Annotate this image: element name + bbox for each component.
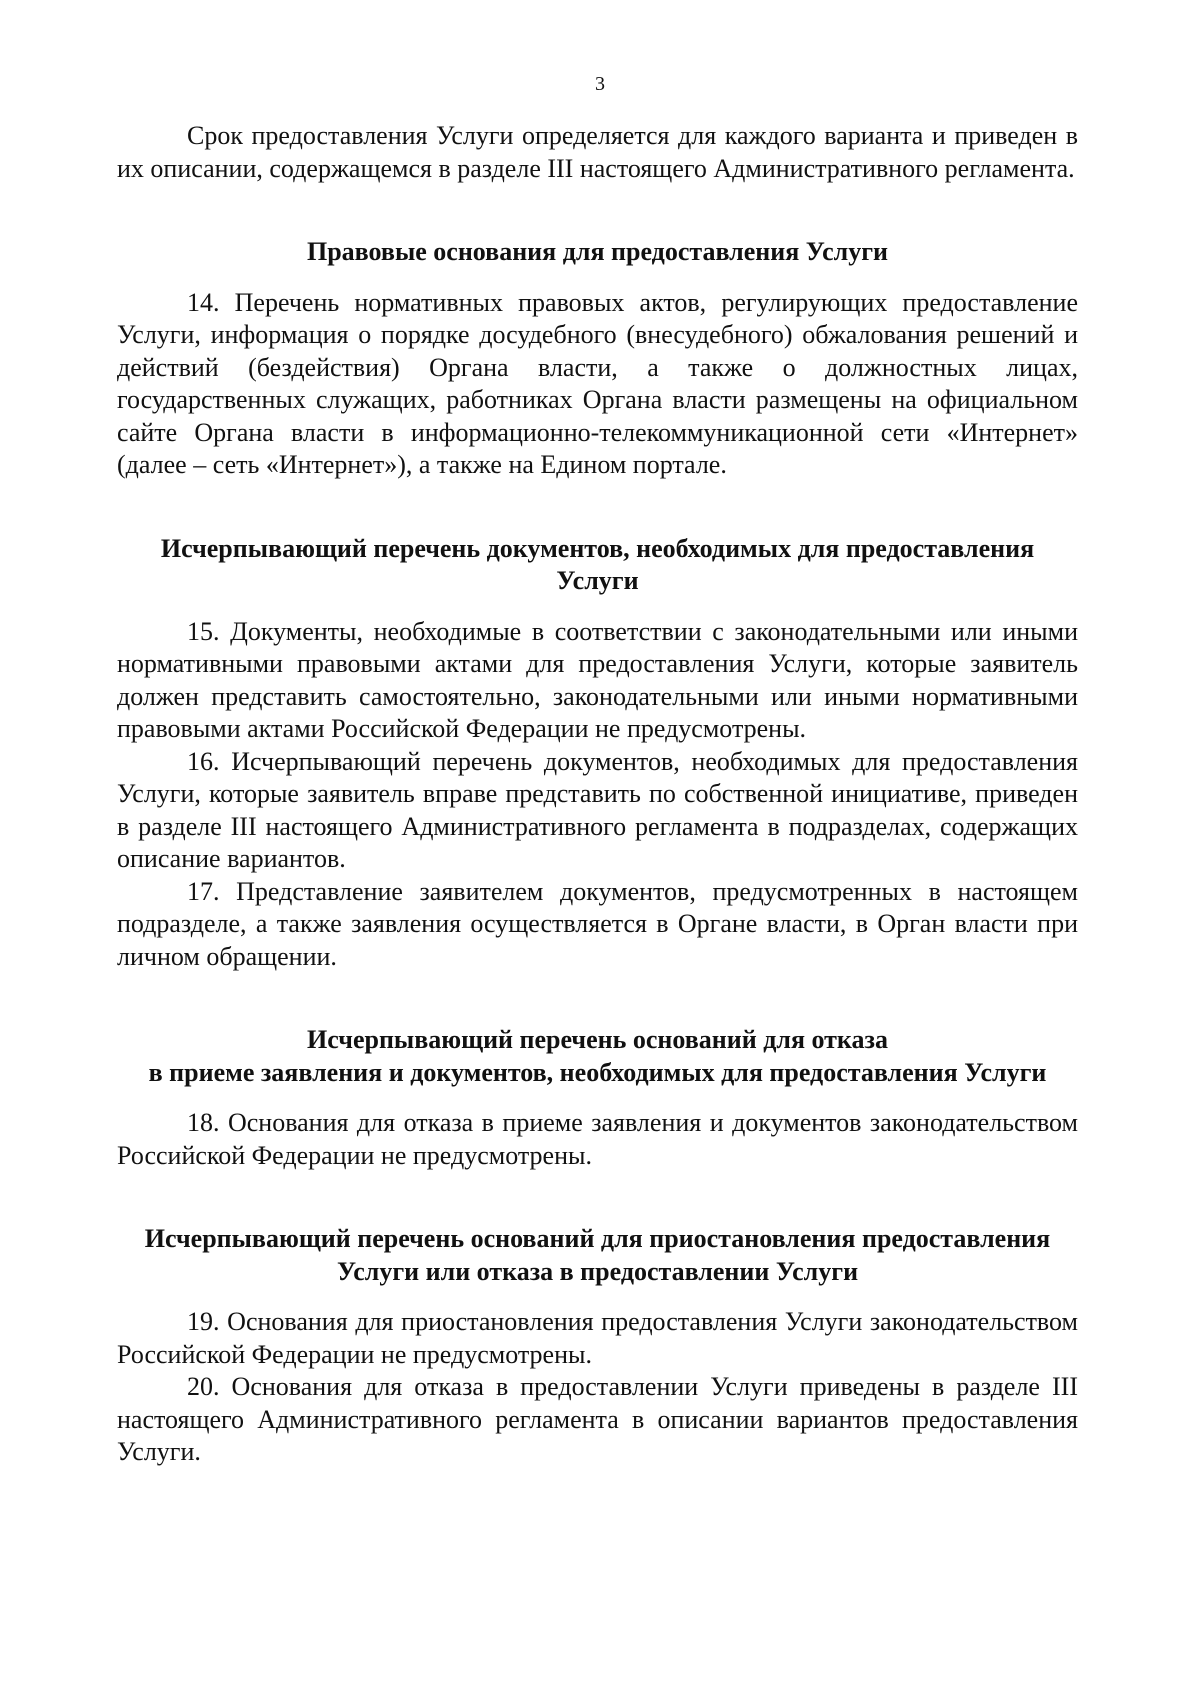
intro-paragraph: Срок предоставления Услуги определяется для каждого варианта и приведен в их описании, содержащемся в разделе III настоящего Административного регламента. (117, 121, 1078, 183)
heading-line: Исчерпывающий перечень оснований для приостановления предоставления (144, 1224, 1051, 1253)
heading-line: Услуги (556, 566, 639, 595)
heading-line: Исчерпывающий перечень документов, необходимых для предоставления (160, 533, 1035, 563)
section-heading-refusal-grounds-acceptance (117, 1024, 1078, 1089)
heading-line: Услуги или отказа в предоставлении Услуги (336, 1256, 859, 1286)
paragraph-19: 19. Основания для приостановления предоставления Услуги законодательством Российской Федерации не предусмотрены. (117, 1307, 1078, 1369)
heading-line: Правовые основания для предоставления Услуги (307, 237, 888, 266)
section-heading-legal-grounds (117, 236, 1078, 269)
heading-line: в приеме заявления и документов, необходимых для предоставления Услуги (148, 1057, 1047, 1087)
paragraph-15: 15. Документы, необходимые в соответствии с законодательными или иными нормативными правовыми актами для предоставления Услуги, которые заявитель должен представить самостоятельно, законодательными или иными нормативными правовыми актами Российской Федерации не предусмотрены. (117, 616, 1078, 743)
paragraph-16: 16. Исчерпывающий перечень документов, необходимых для предоставления Услуги, которые заявитель вправе представить по собственной инициативе, приведен в разделе III настоящего Административного регламента в подразделах, содержащих описание вариантов. (117, 746, 1078, 873)
paragraph-14: 14. Перечень нормативных правовых актов, регулирующих предоставление Услуги, информация о порядке досудебного (внесудебного) обжалования решений и действий (бездействия) Органа власти, а также о должностных лицах, государственных служащих, работниках Органа власти размещены на официальном сайте Органа власти в информационно-телекоммуникационной сети «Интернет» (далее – сеть «Интернет»), а также на Едином портале. (117, 287, 1078, 479)
page-number: 3 (595, 73, 605, 95)
section-heading-suspension-refusal-grounds (117, 1223, 1078, 1288)
document-body (117, 120, 1078, 1469)
paragraph-18: 18. Основания для отказа в приеме заявления и документов законодательством Российской Федерации не предусмотрены. (117, 1108, 1078, 1170)
section-heading-documents-list (117, 533, 1078, 598)
paragraph-17: 17. Представление заявителем документов, предусмотренных в настоящем подразделе, а также заявления осуществляется в Органе власти, в Орган власти при личном обращении. (117, 876, 1078, 971)
paragraph-20: 20. Основания для отказа в предоставлении Услуги приведены в разделе III настоящего Административного регламента в описании вариантов предоставления Услуги. (117, 1372, 1078, 1466)
heading-line: Исчерпывающий перечень оснований для отказа (307, 1025, 888, 1054)
